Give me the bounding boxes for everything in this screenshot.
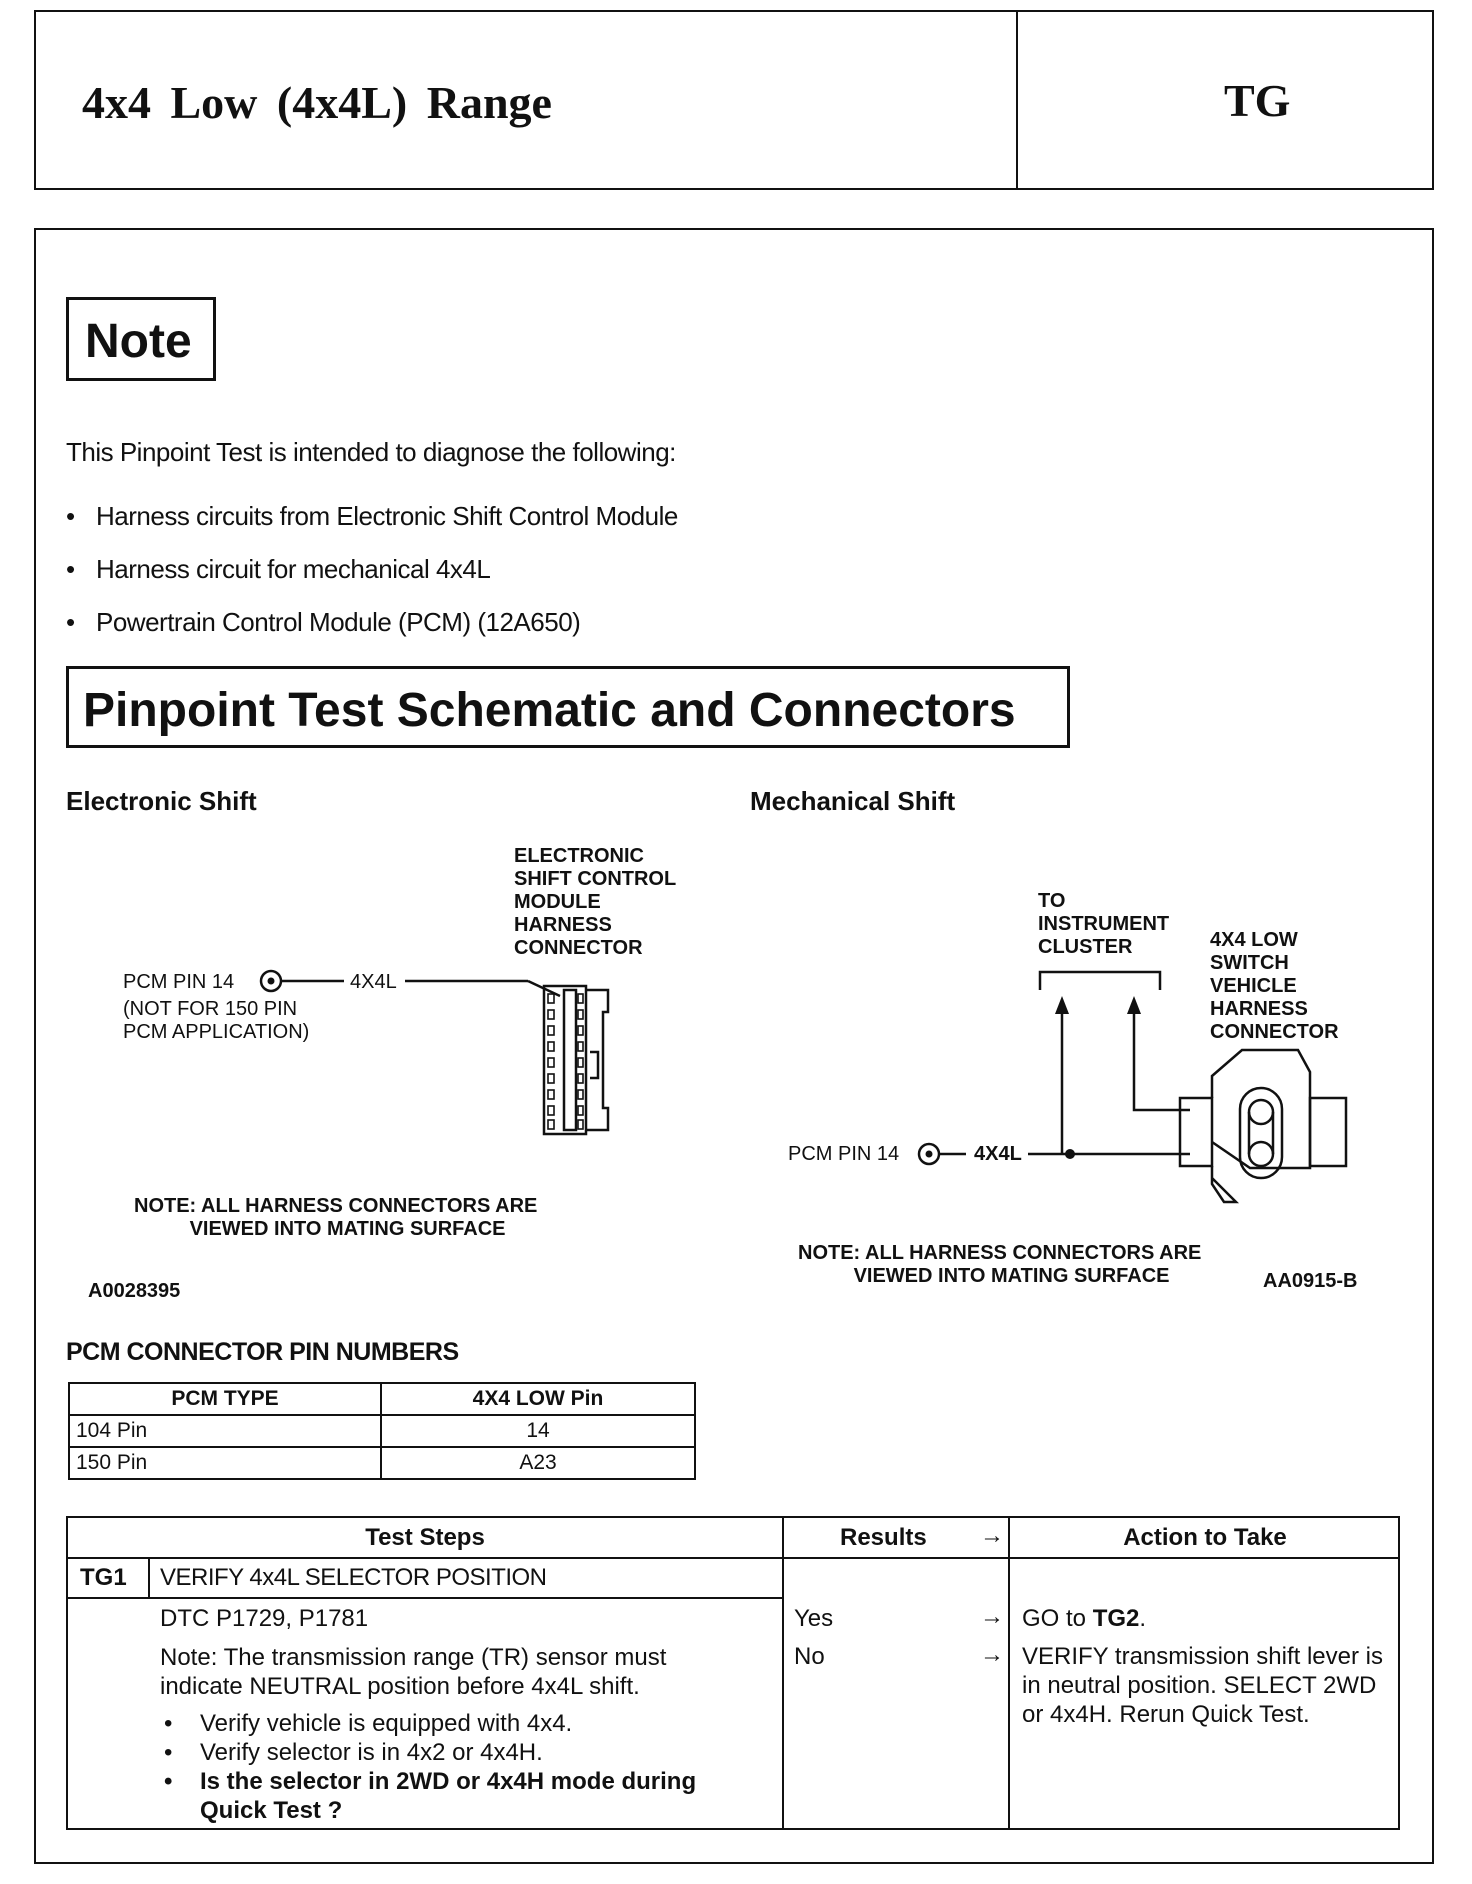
list-item: • Harness circuit for mechanical 4x4L xyxy=(66,554,491,584)
table-cell: A23 xyxy=(381,1447,695,1479)
esc-pin-label: PCM PIN 14 xyxy=(123,971,235,993)
splice-dot xyxy=(1065,1149,1075,1159)
table-cell: 150 Pin xyxy=(69,1447,381,1479)
note-intro: This Pinpoint Test is intended to diagnose the following: xyxy=(66,437,676,467)
esc-wire-label: 4X4L xyxy=(350,971,397,993)
esc-pin-note: (NOT FOR 150 PIN PCM APPLICATION) xyxy=(123,998,310,1043)
esc-figure-id: A0028395 xyxy=(88,1280,181,1302)
table-header-row xyxy=(69,1383,695,1415)
result-yes-arrow: → xyxy=(980,1603,1004,1630)
goto-step-link[interactable]: TG2 xyxy=(1092,1605,1140,1632)
note-heading xyxy=(66,297,216,381)
mechanical-shift-diagram xyxy=(900,960,1380,1220)
list-item: • Verify vehicle is equipped with 4x4. xyxy=(160,1709,760,1738)
mech-connector-label: 4X4 LOW SWITCH VEHICLE HARNESS CONNECTOR xyxy=(1210,929,1339,1043)
note-heading-text: Note xyxy=(85,315,192,368)
mech-note: NOTE: ALL HARNESS CONNECTORS ARE VIEWED INTO MATING SURFACE xyxy=(798,1242,1202,1287)
cluster-bracket xyxy=(1040,972,1160,990)
arrow-up-icon xyxy=(1055,996,1069,1014)
electronic-shift-diagram xyxy=(250,960,630,1180)
mechanical-shift-title: Mechanical Shift xyxy=(750,786,956,816)
step-note: Note: The transmission range (TR) sensor must indicate NEUTRAL position before 4x4L shift. xyxy=(160,1644,667,1700)
test-steps-table xyxy=(66,1516,1400,1830)
action-no: VERIFY transmission shift lever is in neutral position. SELECT 2WD or 4x4H. Rerun Quick Test. xyxy=(1022,1643,1383,1728)
table-header-cell: PCM TYPE xyxy=(69,1383,381,1415)
list-item: • Is the selector in 2WD or 4x4H mode during Quick Test ? xyxy=(160,1767,760,1825)
table-row xyxy=(69,1447,695,1479)
step-title: VERIFY 4x4L SELECTOR POSITION xyxy=(160,1564,547,1591)
action-header: Action to Take xyxy=(1123,1524,1287,1551)
header-box xyxy=(34,10,1434,190)
mech-pin-label: PCM PIN 14 xyxy=(788,1143,900,1165)
esc-note: NOTE: ALL HARNESS CONNECTORS ARE VIEWED INTO MATING SURFACE xyxy=(134,1195,538,1240)
mech-figure-id: AA0915-B xyxy=(1263,1270,1358,1292)
arrow-up-icon xyxy=(1127,996,1141,1014)
esc-connector-label: ELECTRONIC SHIFT CONTROL MODULE HARNESS CONNECTOR xyxy=(514,845,677,959)
result-no: No xyxy=(794,1643,825,1670)
page-title: 4x4 Low (4x4L) Range xyxy=(82,77,552,128)
result-yes: Yes xyxy=(794,1605,834,1632)
step-bullets xyxy=(160,1709,760,1825)
table-cell: 14 xyxy=(381,1415,695,1447)
table-row xyxy=(69,1415,695,1447)
mech-wire-label: 4X4L xyxy=(974,1143,1022,1165)
switch-connector-icon xyxy=(1180,1050,1346,1202)
step-id: TG1 xyxy=(80,1564,127,1591)
test-steps-header: Test Steps xyxy=(365,1524,485,1551)
header-divider xyxy=(1016,12,1018,188)
table-cell: 104 Pin xyxy=(69,1415,381,1447)
schematic-heading xyxy=(66,666,1070,748)
pin-table xyxy=(68,1382,696,1480)
section-code: TG xyxy=(1224,75,1291,126)
pin-table-title: PCM CONNECTOR PIN NUMBERS xyxy=(66,1338,459,1366)
list-item: • Verify selector is in 4x2 or 4x4H. xyxy=(160,1738,760,1767)
result-no-arrow: → xyxy=(980,1641,1004,1668)
list-item: • Harness circuits from Electronic Shift Control Module xyxy=(66,501,678,531)
note-list xyxy=(66,490,678,649)
step-dtc: DTC P1729, P1781 xyxy=(160,1605,369,1632)
schematic-heading-text: Pinpoint Test Schematic and Connectors xyxy=(83,684,1016,737)
list-item: • Powertrain Control Module (PCM) (12A650) xyxy=(66,607,581,637)
action-yes: GO to TG2. xyxy=(1022,1605,1147,1632)
esc-connector-icon xyxy=(544,986,608,1134)
results-header-arrow: → xyxy=(980,1522,1004,1549)
electronic-shift-title: Electronic Shift xyxy=(66,786,257,816)
table-header-cell: 4X4 LOW Pin xyxy=(381,1383,695,1415)
mech-cluster-label: TO INSTRUMENT CLUSTER xyxy=(1038,890,1170,958)
results-header: Results xyxy=(840,1524,927,1551)
